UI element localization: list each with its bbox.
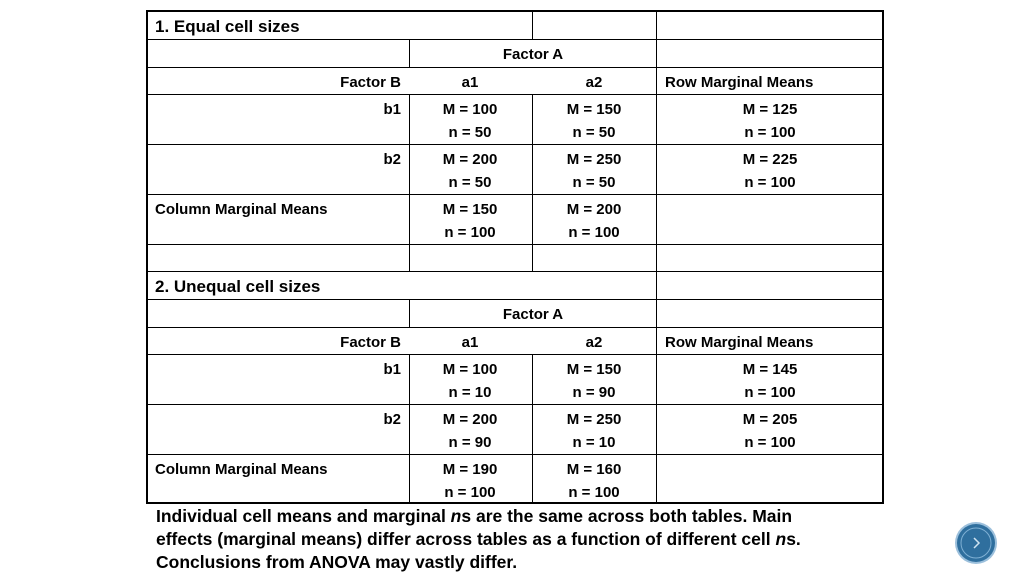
table1-colmarg-a1-mean: M = 150	[442, 201, 498, 218]
table1-colmarg-label: Column Marginal Means	[155, 201, 328, 218]
table1-colmarg-a1-n: n = 100	[444, 224, 496, 241]
table2-colmarg-a2-mean: M = 160	[566, 461, 622, 478]
table1-factor-b: Factor B	[340, 74, 401, 91]
table1-b2-a2-n: n = 50	[572, 174, 616, 191]
table1-colmarg-a2-mean: M = 200	[566, 201, 622, 218]
table1-factor-a: Factor A	[502, 46, 564, 63]
table1-b2-row-mean: M = 225	[742, 151, 798, 168]
table1-b2-a2-mean: M = 250	[566, 151, 622, 168]
table2-b2-a2-mean: M = 250	[566, 411, 622, 428]
table1-b2-a1-mean: M = 200	[442, 151, 498, 168]
table1-col-row-marginal: Row Marginal Means	[665, 74, 814, 91]
table2-colmarg-a1-n: n = 100	[444, 484, 496, 501]
table1-b1-a1-n: n = 50	[448, 124, 492, 141]
table2-colmarg-label: Column Marginal Means	[155, 461, 328, 478]
table2-factor-b: Factor B	[340, 334, 401, 351]
footer-note	[156, 505, 916, 574]
table1-col-a2: a2	[585, 74, 603, 91]
footer-line-3: Conclusions from ANOVA may vastly differ.	[156, 552, 518, 572]
table1-b1-row-n: n = 100	[744, 124, 796, 141]
table2-b1-label: b1	[383, 361, 401, 378]
anova-tables	[146, 10, 884, 504]
table2-b2-label: b2	[383, 411, 401, 428]
table2-b1-row-mean: M = 145	[742, 361, 798, 378]
table2-b2-a1-mean: M = 200	[442, 411, 498, 428]
table2-col-a2: a2	[585, 334, 603, 351]
table1-b1-a1-mean: M = 100	[442, 101, 498, 118]
table1-b1-a2-n: n = 50	[572, 124, 616, 141]
table2-b1-a1-n: n = 10	[448, 384, 492, 401]
table1-b1-label: b1	[383, 101, 401, 118]
table1-b1-row-mean: M = 125	[742, 101, 798, 118]
table2-b1-row-n: n = 100	[744, 384, 796, 401]
table2-b2-a2-n: n = 10	[572, 434, 616, 451]
table1-title: 1. Equal cell sizes	[155, 17, 300, 36]
table2-b1-a2-n: n = 90	[572, 384, 616, 401]
table2-col-row-marginal: Row Marginal Means	[665, 334, 814, 351]
footer-line-2: effects (marginal means) differ across tables as a function of different cell ns.	[156, 529, 801, 549]
table2-colmarg-a2-n: n = 100	[568, 484, 620, 501]
table1-b2-a1-n: n = 50	[448, 174, 492, 191]
table2-colmarg-a1-mean: M = 190	[442, 461, 498, 478]
table2-col-a1: a1	[461, 334, 479, 351]
table1-b2-row-n: n = 100	[744, 174, 796, 191]
slide-nav-icon[interactable]	[957, 524, 995, 562]
table2-b1-a1-mean: M = 100	[442, 361, 498, 378]
table2-b2-row-n: n = 100	[744, 434, 796, 451]
table1-col-a1: a1	[461, 74, 479, 91]
table1-colmarg-a2-n: n = 100	[568, 224, 620, 241]
footer-line-1: Individual cell means and marginal ns are the same across both tables. Main	[156, 506, 793, 526]
table2-title: 2. Unequal cell sizes	[155, 277, 321, 296]
table2-factor-a: Factor A	[502, 306, 564, 323]
table2-b2-row-mean: M = 205	[742, 411, 798, 428]
table1-b2-label: b2	[383, 151, 401, 168]
table2-b2-a1-n: n = 90	[448, 434, 492, 451]
table1-b1-a2-mean: M = 150	[566, 101, 622, 118]
table2-b1-a2-mean: M = 150	[566, 361, 622, 378]
